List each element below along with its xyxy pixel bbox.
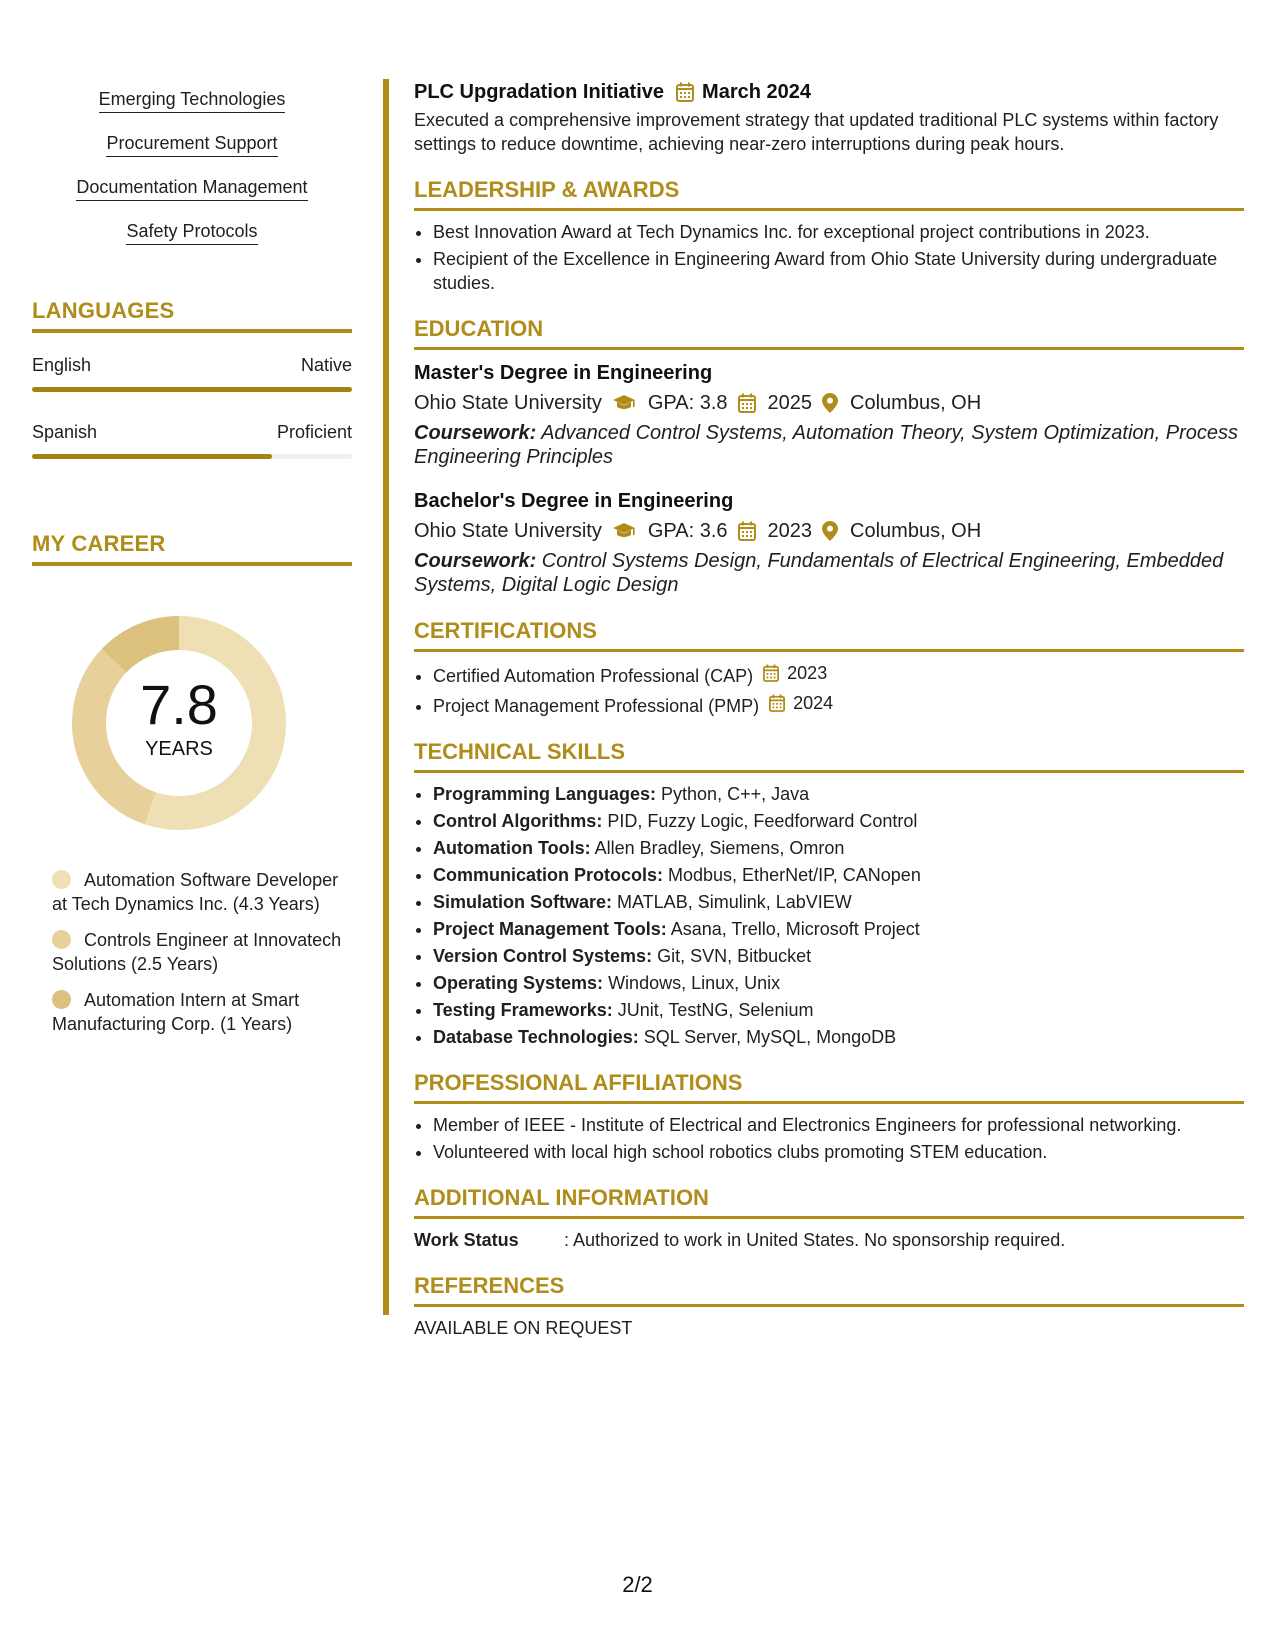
language-name: English xyxy=(32,355,92,375)
list-item xyxy=(433,1025,1244,1049)
leadership-heading: LEADERSHIP & AWARDS xyxy=(414,176,1244,211)
skill-label: Database Technologies: xyxy=(433,1027,639,1047)
additional-info-heading: ADDITIONAL INFORMATION xyxy=(414,1184,1244,1219)
list-item xyxy=(433,691,1244,718)
calendar-icon xyxy=(763,664,783,682)
coursework-label: Coursework: xyxy=(414,550,537,572)
education-entry xyxy=(414,487,1244,597)
list-item xyxy=(433,863,1244,887)
education-entry xyxy=(414,359,1244,469)
legend-dot xyxy=(52,930,71,949)
skill-label: Automation Tools: xyxy=(433,838,591,858)
skill-label: Programming Languages: xyxy=(433,784,657,804)
skill-value: JUnit, TestNG, Selenium xyxy=(612,1000,814,1020)
work-status-label: Work Status xyxy=(414,1230,519,1250)
language-item xyxy=(32,355,352,392)
cert-year: 2024 xyxy=(793,693,834,713)
language-name: Spanish xyxy=(32,422,98,442)
career-unit: YEARS xyxy=(145,738,213,760)
coursework xyxy=(414,421,1244,469)
calendar-icon xyxy=(738,521,756,541)
degree-title: Bachelor's Degree in Engineering xyxy=(414,490,734,512)
coursework-label: Coursework: xyxy=(414,422,537,444)
skill-tag: Procurement Support xyxy=(106,131,277,157)
language-bar-fill xyxy=(32,387,352,392)
list-item xyxy=(433,971,1244,995)
left-column xyxy=(32,80,352,1048)
language-item xyxy=(32,422,352,459)
technical-skills-list xyxy=(414,782,1244,1049)
skill-value: Python, C++, Java xyxy=(656,784,810,804)
skill-tag: Emerging Technologies xyxy=(99,87,286,113)
coursework-list: Advanced Control Systems, Automation Theory, System Optimization, Process Engineering Principles xyxy=(414,422,1239,468)
skill-value: Windows, Linux, Unix xyxy=(603,973,781,993)
affiliations-heading: PROFESSIONAL AFFILIATIONS xyxy=(414,1069,1244,1104)
location: Columbus, OH xyxy=(850,520,982,542)
cert-name: Certified Automation Professional (CAP) xyxy=(433,666,754,686)
languages-heading: LANGUAGES xyxy=(32,298,352,333)
references-text: AVAILABLE ON REQUEST xyxy=(414,1318,633,1338)
school-name: Ohio State University xyxy=(414,520,602,542)
language-level: Native xyxy=(300,355,352,375)
career-legend-label: Automation Software Developer at Tech Dynamics Inc. (4.3 Years) xyxy=(52,870,339,914)
career-heading: MY CAREER xyxy=(32,531,352,566)
project-header xyxy=(414,78,1244,106)
list-item xyxy=(433,661,1244,688)
graduation-year: 2025 xyxy=(767,392,813,414)
right-column xyxy=(414,78,1244,1340)
list-item xyxy=(433,917,1244,941)
list-item xyxy=(433,944,1244,968)
skill-value: MATLAB, Simulink, LabVIEW xyxy=(612,892,852,912)
skill-label: Version Control Systems: xyxy=(433,946,653,966)
school-name: Ohio State University xyxy=(414,392,602,414)
career-total: 7.8 xyxy=(140,673,218,736)
calendar-icon xyxy=(676,82,694,102)
skill-label: Control Algorithms: xyxy=(433,811,603,831)
skill-value: Modbus, EtherNet/IP, CANopen xyxy=(663,865,921,885)
career-legend-item xyxy=(52,988,342,1036)
project-date: March 2024 xyxy=(702,81,811,103)
language-bar-fill xyxy=(32,454,272,459)
calendar-icon xyxy=(738,393,756,413)
list-item: • Best Innovation Award at Tech Dynamics Inc. for exceptional project contributions in 2023. xyxy=(433,220,1244,244)
location: Columbus, OH xyxy=(850,392,982,414)
skill-label: Testing Frameworks: xyxy=(433,1000,613,1020)
technical-skills-heading: TECHNICAL SKILLS xyxy=(414,738,1244,773)
list-item: • Volunteered with local high school robotics clubs promoting STEM education. xyxy=(433,1140,1244,1164)
graduation-cap-icon xyxy=(612,522,636,540)
skill-value: Asana, Trello, Microsoft Project xyxy=(666,919,920,939)
map-pin-icon xyxy=(822,393,838,413)
cert-name: Project Management Professional (PMP) xyxy=(433,696,760,716)
skill-value: Git, SVN, Bitbucket xyxy=(652,946,812,966)
list-item: • Recipient of the Excellence in Engineering Award from Ohio State University during undergraduate studies. xyxy=(433,247,1244,295)
cert-year: 2023 xyxy=(787,663,828,683)
list-item xyxy=(433,890,1244,914)
map-pin-icon xyxy=(822,521,838,541)
certifications-list xyxy=(414,661,1244,718)
column-divider xyxy=(383,79,389,1315)
skill-value: Allen Bradley, Siemens, Omron xyxy=(590,838,845,858)
list-item: • Member of IEEE - Institute of Electrical and Electronics Engineers for professional networking. xyxy=(433,1113,1244,1137)
career-legend-label: Automation Intern at Smart Manufacturing Corp. (1 Years) xyxy=(52,990,300,1034)
leadership-list xyxy=(414,220,1244,295)
career-legend xyxy=(52,868,342,1036)
work-status-value: : Authorized to work in United States. No sponsorship required. xyxy=(564,1230,1066,1250)
list-item xyxy=(433,998,1244,1022)
skill-value: SQL Server, MySQL, MongoDB xyxy=(638,1027,897,1047)
graduation-year: 2023 xyxy=(767,520,813,542)
skill-value: PID, Fuzzy Logic, Feedforward Control xyxy=(602,811,918,831)
legend-dot xyxy=(52,870,71,889)
skill-list xyxy=(32,80,352,256)
skill-label: Operating Systems: xyxy=(433,973,604,993)
skill-tag: Documentation Management xyxy=(76,175,307,201)
education-heading: EDUCATION xyxy=(414,315,1244,350)
legend-dot xyxy=(52,990,71,1009)
certifications-heading: CERTIFICATIONS xyxy=(414,617,1244,652)
career-legend-item xyxy=(52,928,342,976)
project-title: PLC Upgradation Initiative xyxy=(414,81,665,103)
list-item xyxy=(433,809,1244,833)
career-donut xyxy=(66,610,292,836)
skill-label: Simulation Software: xyxy=(433,892,613,912)
page-number: 2/2 xyxy=(622,1572,653,1597)
skill-label: Project Management Tools: xyxy=(433,919,667,939)
coursework xyxy=(414,549,1244,597)
skill-tag: Safety Protocols xyxy=(126,219,257,245)
language-bar xyxy=(32,454,352,459)
calendar-icon xyxy=(769,694,789,712)
affiliations-list xyxy=(414,1113,1244,1164)
career-legend-label: Controls Engineer at Innovatech Solutions (2.5 Years) xyxy=(52,930,342,974)
gpa: GPA: 3.6 xyxy=(647,520,728,542)
career-legend-item xyxy=(52,868,342,916)
project-description: Executed a comprehensive improvement strategy that updated traditional PLC systems within factory settings to reduce downtime, achieving near-zero interruptions during peak hours. xyxy=(414,110,1219,154)
language-bar xyxy=(32,387,352,392)
skill-label: Communication Protocols: xyxy=(433,865,664,885)
list-item xyxy=(433,782,1244,806)
language-level: Proficient xyxy=(276,422,352,442)
list-item xyxy=(433,836,1244,860)
references-heading: REFERENCES xyxy=(414,1272,1244,1307)
degree-title: Master's Degree in Engineering xyxy=(414,362,713,384)
gpa: GPA: 3.8 xyxy=(647,392,728,414)
work-status-row xyxy=(414,1228,1244,1252)
coursework-list: Control Systems Design, Fundamentals of Electrical Engineering, Embedded Systems, Digital Logic Design xyxy=(414,550,1224,596)
graduation-cap-icon xyxy=(612,394,636,412)
